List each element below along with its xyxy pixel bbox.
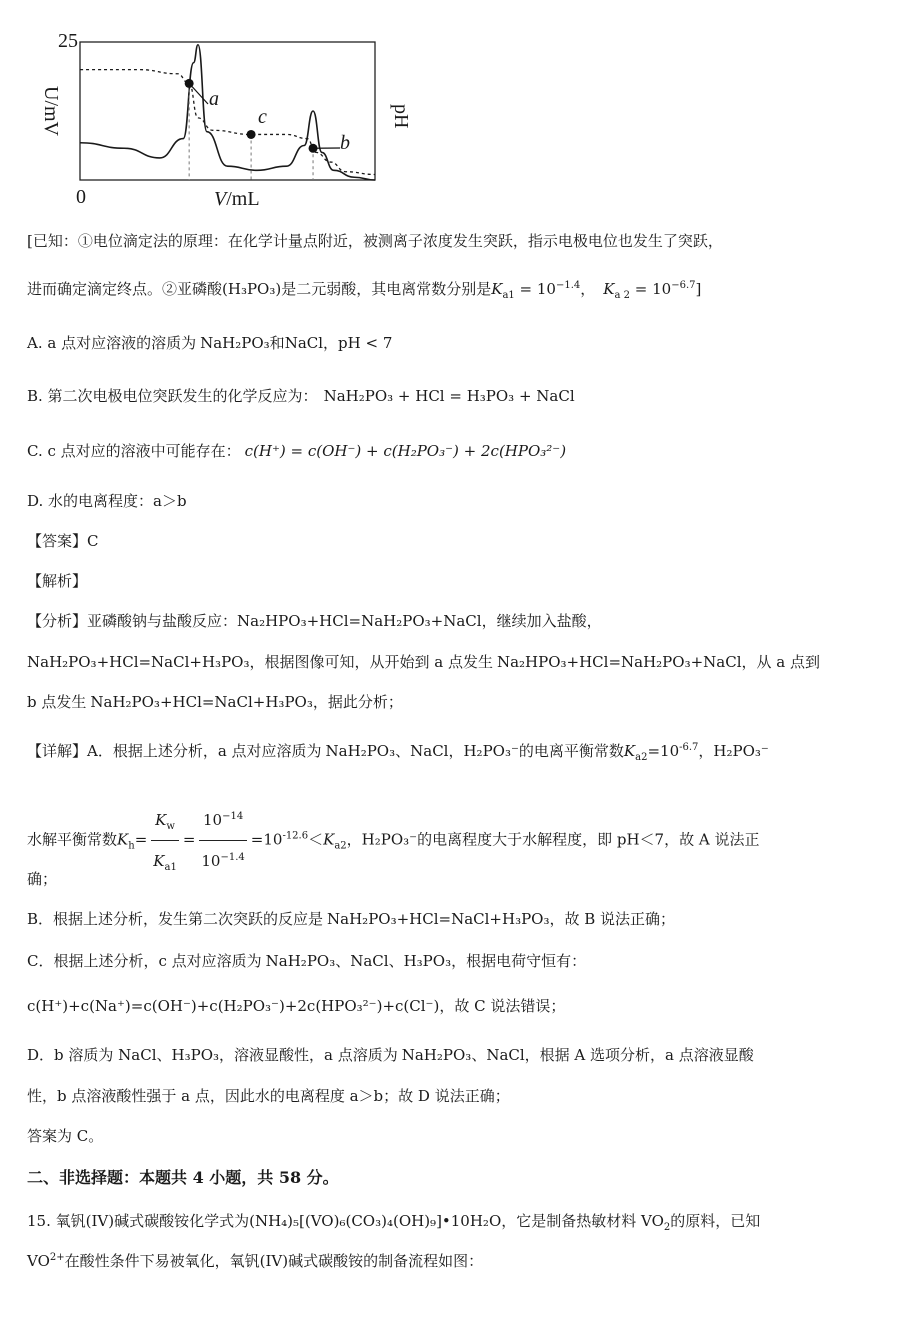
fenxi-text-1: 【分析】亚磷酸钠与盐酸反应： (27, 612, 238, 630)
known-text-2c: ， (580, 280, 596, 298)
point-b-label: b (340, 132, 350, 154)
kh-symbol: K (117, 830, 129, 849)
xiangjie-d-nah2po3: NaH₂PO₃ (401, 1046, 472, 1064)
fenxi-text-3a: b 点发生 (27, 693, 87, 711)
den-exp: −1.4 (220, 852, 245, 863)
answer-text: 【答案】C (27, 532, 99, 550)
kw-sub: w (166, 821, 175, 832)
question-15-line-1 (27, 1210, 760, 1232)
option-a-nah2po3: NaH₂PO₃ (200, 334, 270, 352)
ka1-exp: −1.4 (555, 280, 581, 291)
den-10: 10 (201, 852, 221, 870)
y-right-axis-label: pH (390, 104, 412, 129)
ka1-den-symbol: K (153, 852, 165, 870)
series-line-0 (80, 45, 375, 180)
ka1-sub: a1 (502, 290, 515, 301)
xiangjie-text-1c: 的电离平衡常数 (518, 742, 624, 760)
q15-vo-text: VO (27, 1252, 50, 1270)
option-a-text: A. a 点对应溶液的溶质为 (27, 334, 197, 352)
vo2-sup: 2+ (49, 1252, 65, 1263)
xiangjie-text-1a: 【详解】A．根据上述分析，a 点对应溶质为 (27, 742, 322, 760)
fenxi-text-2b: ，根据图像可知，从开始到 a 点发生 (249, 653, 493, 671)
known-line-2 (27, 278, 701, 300)
y-max-label: 25 (58, 30, 78, 52)
known-text-2a: 进而确定滴定终点。②亚磷酸 (27, 280, 223, 298)
fenxi-reaction-2: NaH₂PO₃+HCl=NaCl+H₃PO₃ (27, 653, 250, 671)
xiangjie-text-2b: =10 (250, 830, 283, 849)
section-2-heading (27, 1167, 339, 1189)
answer-line (27, 530, 98, 552)
ka2-symbol: K (603, 280, 615, 298)
xiangjie-b-line (27, 908, 675, 930)
xiangjie-line-1 (27, 740, 769, 762)
final-answer-line (27, 1125, 103, 1147)
known-text-2d: ] (695, 280, 702, 298)
xiangjie-c-text-b: 、NaCl、 (335, 952, 404, 970)
q15-text-c: 的原料，已知 (670, 1212, 761, 1230)
xiangjie-text-1e: ， (698, 742, 714, 760)
fenxi-reaction-2b: NaH₂PO₃+HCl=NaCl+H₃PO₃ (90, 693, 313, 711)
fenxi-line-3 (27, 691, 403, 713)
xiangjie-c-h3po3: H₃PO₃ (403, 952, 452, 970)
x-axis-label-var: V (214, 188, 227, 210)
xiangjie-c2-line (27, 995, 565, 1017)
exp-126: -12.6 (282, 830, 309, 842)
option-a-comma: ， (323, 334, 339, 352)
fraction-kw (151, 800, 179, 841)
xiangjie-d-text-b: ，溶液显酸性，a 点溶质为 (219, 1046, 398, 1064)
fraction-ka1 (151, 841, 179, 881)
option-c (27, 440, 566, 462)
q15-text-d: 在酸性条件下易被氧化，氧钒(IV)碱式碳酸铵的制备流程如图： (64, 1252, 484, 1270)
option-a (27, 332, 392, 354)
known-line-1 (27, 230, 723, 252)
vo2-sub: 2 (663, 1222, 671, 1233)
fenxi-reaction-1: Na₂HPO₃+HCl=NaH₂PO₃+NaCl (237, 612, 482, 630)
xiangjie-d-h3po3: H₃PO₃ (171, 1046, 220, 1064)
xiangjie-ka2-sub: a2 (635, 752, 648, 763)
point-c-label: c (258, 106, 267, 128)
point-a-label: a (209, 88, 219, 110)
option-b (27, 385, 575, 407)
ka2-sub: a 2 (614, 290, 631, 301)
xiangjie-ka2: K (623, 742, 636, 760)
question-15-line-2 (27, 1250, 483, 1272)
fraction-numeric-num (199, 800, 246, 841)
kh-sub: h (128, 840, 135, 852)
xiangjie-d-text-2: 性，b 点溶液酸性强于 a 点，因此水的电离程度 a＞b；故 D 说法正确； (27, 1087, 510, 1105)
xiangjie-text-2c: ＜ (308, 830, 324, 849)
ka2-c-sub: a2 (334, 840, 347, 852)
fraction-kw-ka1 (151, 800, 179, 881)
h3po3-formula: (H₃PO₃) (222, 280, 282, 298)
fraction-numeric-den (199, 841, 246, 881)
xiangjie-b-reaction: NaH₂PO₃+HCl=NaCl+H₃PO₃ (327, 910, 550, 928)
x-axis-label-unit: /mL (226, 188, 260, 210)
fenxi-line-2 (27, 651, 820, 673)
xiangjie-c2-text: ，故 C 说法错误； (439, 997, 566, 1015)
xiangjie-text-2d: ， (346, 830, 362, 849)
fenxi-text-3b: ，据此分析； (312, 693, 403, 711)
chart-frame (80, 42, 375, 180)
option-c-charge-balance: c(H⁺) = c(OH⁻) + c(H₂PO₃⁻) + 2c(HPO₃²⁻) (244, 442, 567, 460)
fenxi-text-1b: ，继续加入盐酸， (481, 612, 602, 630)
xiangjie-c-nah2po3: NaH₂PO₃ (265, 952, 336, 970)
ka1-value: = 10 (514, 280, 556, 298)
final-answer-text: 答案为 C。 (27, 1127, 104, 1145)
titration-chart (18, 24, 438, 220)
ka2-c-symbol: K (323, 830, 335, 849)
ka1-den-sub: a1 (164, 862, 177, 873)
option-a-and: 和 (269, 334, 285, 352)
num-10: 10 (202, 811, 223, 829)
xiangjie-nah2po3: NaH₂PO₃ (325, 742, 396, 760)
xiangjie-d-line-1 (27, 1044, 754, 1066)
option-b-text: B. 第二次电极电位突跃发生的化学反应为： (27, 387, 318, 405)
y-left-axis-label: U/mV (40, 86, 62, 136)
xiangjie-b-text-b: ，故 B 说法正确； (549, 910, 676, 928)
xiangjie-b-text-a: B．根据上述分析，发生第二次突跃的反应是 (27, 910, 324, 928)
fenxi-line-1 (27, 610, 602, 632)
series-line-1 (80, 70, 375, 175)
known-text-1: [已知：①电位滴定法的原理：在化学计量点附近，被测离子浓度发生突跃，指示电极电位也发生了突跃， (27, 232, 723, 250)
q15-text-a: 15. 氧钒(IV)碱式碳酸铵化学式为 (27, 1212, 250, 1230)
jiexi-text: 【解析】 (27, 572, 88, 590)
xiangjie-c-line (27, 950, 586, 972)
xiangjie-text-2e: 的电离程度大于水解程度，即 pH＜7，故 A 说法正 (417, 830, 760, 849)
xiangjie-line-2: 水解平衡常数$K_h=$ $\frac{K_w}{K_{a1}}$ = $\frac{10^{-14}}{10^{-1.4}}$ $=10^{-12.6}<K_{a2}$，H₂PO₃⁻的电离程度大于水解程度，即 pH＜7，故 A 说法正 (27, 800, 759, 881)
xiangjie-d-line-2 (27, 1085, 510, 1107)
fenxi-text-2c: ，从 a 点到 (741, 653, 820, 671)
xiangjie-line-3 (27, 868, 57, 890)
point-c-marker (247, 130, 256, 139)
xiangjie-h2po3m: H₂PO₃⁻ (463, 742, 519, 760)
num-exp: −14 (222, 811, 244, 822)
known-text-2b: 是二元弱酸，其电离常数分别是 (281, 280, 492, 298)
section-2-text: 二、非选择题：本题共 4 小题，共 58 分。 (27, 1168, 339, 1187)
xiangjie-d-text-c: 、NaCl，根据 A 选项分析，a 点溶液显酸 (471, 1046, 754, 1064)
q15-formula: (NH₄)₅[(VO)₆(CO₃)₄(OH)₉]•10H₂O (249, 1212, 502, 1230)
q15-text-b: ，它是制备热敏材料 VO (501, 1212, 664, 1230)
xiangjie-c-text-c: ，根据电荷守恒有： (451, 952, 587, 970)
xiangjie-text-2a: 水解平衡常数 (27, 830, 118, 849)
option-a-ph: pH < 7 (338, 334, 393, 352)
xiangjie-text-1d: =10 (647, 742, 680, 760)
xiangjie-text-3: 确； (27, 870, 58, 888)
option-d-text: D. 水的电离程度：a＞b (27, 492, 187, 510)
xiangjie-text-1b: 、NaCl， (395, 742, 464, 760)
xiangjie-c-charge: c(H⁺)+c(Na⁺)=c(OH⁻)+c(H₂PO₃⁻)+2c(HPO₃²⁻)+c(Cl⁻) (27, 997, 440, 1015)
option-d (27, 490, 187, 512)
ka1-symbol: K (491, 280, 503, 298)
option-a-nacl: NaCl (284, 334, 324, 352)
jiexi-line (27, 570, 87, 592)
leader-line-a (189, 83, 208, 104)
option-c-text: C. c 点对应的溶液中可能存在： (27, 442, 241, 460)
fenxi-reaction-1b: Na₂HPO₃+HCl=NaH₂PO₃+NaCl (496, 653, 742, 671)
option-b-reaction: NaH₂PO₃ + HCl = H₃PO₃ + NaCl (323, 387, 575, 405)
xiangjie-h2po3m-2: H₂PO₃⁻ (713, 742, 769, 760)
xiangjie-h2po3m-3: H₂PO₃⁻ (361, 830, 418, 849)
ka2-exp: −6.7 (671, 280, 696, 291)
xiangjie-d-text-a: D．b 溶质为 NaCl、 (27, 1046, 172, 1064)
xiangjie-c-text-a: C．根据上述分析，c 点对应溶质为 (27, 952, 262, 970)
x-axis-label (214, 188, 260, 211)
xiangjie-exp-67: -6.7 (679, 742, 699, 753)
fraction-numeric (199, 800, 246, 881)
ka2-value: = 10 (630, 280, 672, 298)
origin-label: 0 (76, 186, 86, 208)
kw-symbol: K (155, 811, 167, 829)
